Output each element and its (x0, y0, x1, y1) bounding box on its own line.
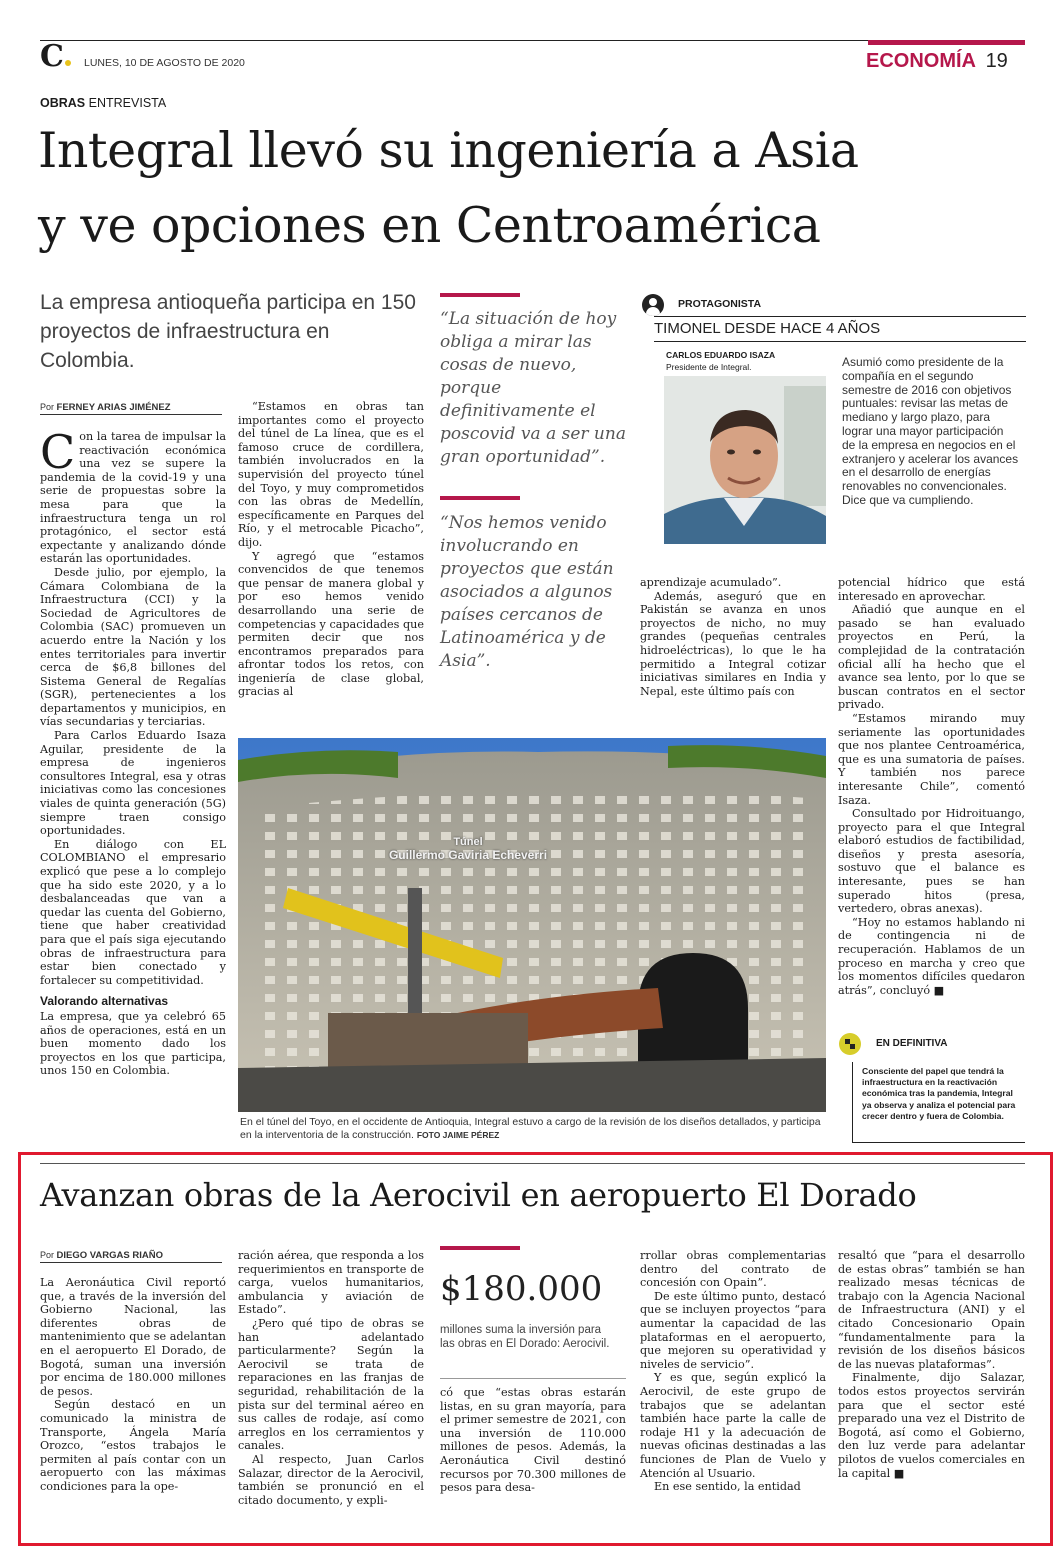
section-label (866, 50, 1008, 72)
drop-cap: C (40, 425, 76, 479)
portrait-illustration (664, 376, 826, 544)
definitiva-label: EN DEFINITIVA (876, 1038, 948, 1049)
big-figure: $180.000 (440, 1269, 603, 1309)
protagonist-bio: Asumió como presidente de la compañía en el segundo semestre de 2016 con objetivos puntuales: revisar las metas de mediano y largo plazo, para lograr una mayor participación de la empresa en negocios en el extranjero y acelerar los avances en el desarrollo de energías renovables no convencionales. Dice que va cumpliendo. (842, 355, 1019, 507)
article2-top-rule (40, 1163, 1025, 1164)
headline-line-1: Integral llevó su ingeniería a Asia (38, 122, 859, 179)
pull-quote-1: “La situación de hoy obliga a mirar las cosas de nuevo, porque definitivamente el poscovid va a ser una gran oportunidad”. (440, 309, 626, 467)
article-column-2: “Estamos en obras tan importantes como el proyecto del túnel de La línea, que es el famoso cruce de cordillera, también involucrados en la supervisión del proyecto túnel del Toyo, y muy comprometidos con las obras de Medellín, específicamente en Parques del Río, y el metrocable Picacho”, dijo. Y agregó que “estamos convencidos de que tenemos que pensar de manera global y por eso hemos venido desarrollando una serie de competencias y capacidades que permiten decir que nos encontramos preparados para afrontar todos los retos, con ingeniería de clase global, gracias al (238, 400, 424, 699)
article2-column-5: resaltó que “para el desarrollo de estas obras” también se han realizado mesas técnicas de trabajo con la Agencia Nacional de Infraestructura (ANI) y el citado Concesionario Opain “fundamentalmente para la revisión de los diseños básicos de las nuevas plataformas”. Finalmente, dijo Salazar, todos estos proyectos servirán para que el sector esté preparado una vez el Distrito de Bogotá, así como el Gobierno, den luz verde para adelantar pilotos de vuelos comerciales en la capital ■ (838, 1249, 1025, 1480)
figure-divider (440, 1378, 626, 1379)
protagonist-label: PROTAGONISTA (678, 298, 762, 310)
protagonist-name: CARLOS EDUARDO ISAZA (666, 350, 776, 360)
article2-column-4: rrollar obras complementarias dentro del contrato de concesión con Opain”. De este último punto, destacó que se incluyen proyectos “para aumentar la capacidad de las plataformas en el aeropuerto, que mejoren su operatividad y niveles de servicio”. Y es que, según explicó la Aerocivil, de este grupo de trabajos que se adelantan también hace parte la calle de rodaje H1 y la adecuación de nuevas oficinas destinadas a las funciones de Plan de Vuelo y Atención al Usuario. En ese sentido, la entidad (640, 1249, 826, 1494)
headline-line-2: y ve opciones en Centroamérica (38, 197, 821, 254)
definitiva-icon (839, 1033, 861, 1055)
article2-column-2: ración aérea, que responda a los requerimientos en transporte de carga, vuelos humanitarios, ambulancia y aviación de Estado”. ¿Pero qué tipo de obras se han adelantado particularmente? Según la Aerocivil se trata de reparaciones en las franjas de seguridad, rehabilitación de la pista sur del terminal aéreo en sus calles de rodaje, así como arreglos en los cerramientos y canales. Al respecto, Juan Carlos Salazar, director de la Aerocivil, también se pronunció en el citado documento, y expli- (238, 1249, 424, 1507)
figure-caption: millones suma la inversión para las obras en El Dorado: Aerocivil. (440, 1324, 610, 1350)
tunnel-sign-line-1: Túnel (453, 836, 483, 848)
figure-bar (440, 1246, 520, 1250)
article2-column-3: có que “estas obras estarán listas, en su gran mayoría, para el primer semestre de 2021, con una inversión de 110.000 millones de pesos. Además, la Aeronáutica Civil destinó recursos por 70.300 millones de pesos para desa- (440, 1386, 626, 1495)
article2-byline-rule (40, 1262, 222, 1263)
protagonist-role: Presidente de Integral. (666, 362, 752, 372)
tunnel-sign (368, 836, 568, 862)
definitiva-text: Consciente del papel que tendrá la infraestructura en la reactivación económica tras la pandemia, Integral ya observa y analiza el potencial para crecer dentro y fuera de Colombia. (862, 1066, 1016, 1121)
quote-bar-2 (440, 496, 520, 500)
article2-byline: Por DIEGO VARGAS RIAÑO (40, 1250, 163, 1261)
kicker-bold: OBRAS (40, 96, 86, 110)
tunnel-sign-line-2: Guillermo Gaviria Echeverri (388, 848, 548, 862)
byline-rule (40, 414, 222, 415)
kicker-text: ENTREVISTA (88, 96, 167, 110)
article-column-1: Con la tarea de impulsar la reactivación económica una vez se supere la pandemia de la covid-19 y una serie de propuestas sobre la mesa para que la infraestructura tenga un rol protagónico, el sector está expectante y analizando dónde estarán las oportunidades. Desde julio, por ejemplo, la Cámara Colombiana de la Infraestructura (CCI) y la Sociedad de Agricultores de Colombia (SAC) promueven un acuerdo entre la Nación y los entes territoriales para invertir cerca de $6,8 billones del Sistema General de Regalías (SGR), pertenecientes a los departamentos y municipios, en vías secundarias y terciarias. Para Carlos Eduardo Isaza Aguilar, presidente de la empresa de ingenieros consultores Integral, esa y otras iniciativas como las concesiones viales de quinta generación (5G) siempre traen consigo oportunidades. En diálogo con EL COLOMBIANO el empresario explicó que pese a lo complejo que ha sido este 2020, y a lo desbalanceadas que van a quedar las cuenta del Gobierno, tiene que haber creatividad para que el país siga ejecutando obras de infraestructura para estar bien conectado y fortalecer su competitividad. Valorando alternativas La empresa, que ya celebró 65 años de operaciones, está en un buen momento dado los proyectos en los que participa, unos 150 en Colombia. (40, 425, 226, 1078)
issue-date: LUNES, 10 DE AGOSTO DE 2020 (84, 57, 245, 69)
person-icon (642, 294, 664, 316)
quote-bar-1 (440, 293, 520, 297)
section-bar (868, 40, 1025, 45)
article2-headline: Avanzan obras de la Aerocivil en aeropuerto El Dorado (40, 1176, 917, 1214)
checker-icon (839, 1033, 861, 1055)
photo-caption: En el túnel del Toyo, en el occidente de Antioquia, Integral estuvo a cargo de la revisión de los diseños detallados, y participa en la interventoria de la construcción. FOTO JAIME PÉREZ (240, 1116, 821, 1141)
article2-column-1: La Aeronáutica Civil reportó que, a través de la inversión del Gobierno Nacional, las diferentes obras de mantenimiento que se adelantan en el aeropuerto El Dorado, de Bogotá, suman una inversión por encima de 180.000 millones de pesos. Según destacó en un comunicado la ministra de Transporte, Ángela María Orozco, “estos trabajos le permiten al país contar con un aeropuerto con las máximas condiciones para la ope- (40, 1276, 226, 1493)
pull-quote-2: “Nos hemos venido involucrando en proyectos que están asociados a algunos países cercanos de Latinoamérica y de Asia”. (440, 513, 614, 671)
protagonist-title: TIMONEL DESDE HACE 4 AÑOS (654, 320, 881, 337)
section-name: ECONOMÍA (866, 50, 976, 72)
byline: Por FERNEY ARIAS JIMÉNEZ (40, 402, 171, 413)
portrait-photo (664, 376, 826, 544)
tunnel-illustration (238, 738, 826, 1112)
protagonist-rule-2 (654, 341, 1026, 342)
photo-credit: FOTO JAIME PÉREZ (416, 1130, 500, 1140)
subhead: Valorando alternativas (40, 994, 169, 1009)
protagonist-rule (654, 316, 1026, 317)
logo: C (40, 42, 71, 72)
deck: La empresa antioqueña participa en 150 proyectos de infraestructura en Colombia. (40, 291, 416, 372)
protagonist-box (640, 292, 1025, 562)
page-number: 19 (985, 50, 1008, 72)
kicker (40, 96, 166, 110)
tunnel-photo (238, 738, 826, 1112)
article-column-4: potencial hídrico que está interesado en aprovechar. Añadió que aunque en el pasado se han evaluado proyectos en Perú, la complejidad de la contratación oficial allí ha hecho que el avance sea lento, por lo que se buscan contratos en el sector privado. “Estamos mirando muy seriamente las oportunidades que nos plantee Centroamérica, que es una sumatoria de países. Y también nos parece interesante Chile”, comentó Isaza. Consultado por Hidroituango, proyecto para el que Integral elaboró estudios de factibilidad, diseños y presta asesoría, sostuvo que el balance es interesante, pues se han superado hitos (presa, vertedero, obras anexas). “Hoy no estamos hablando ni de contingencia ni de recuperación. Hablamos de un proceso en marcha y creo que los momentos difíciles quedaron atrás”, concluyó ■ (838, 576, 1025, 997)
article-column-3: aprendizaje acumulado”. Además, aseguró que en Pakistán se avanza en unos proyectos de nicho, no muy grandes (pequeñas centrales hidroeléctricas), lo que le ha permitido a Integral cotizar iniciativas similares en India y Nepal, este último país con (640, 576, 826, 698)
